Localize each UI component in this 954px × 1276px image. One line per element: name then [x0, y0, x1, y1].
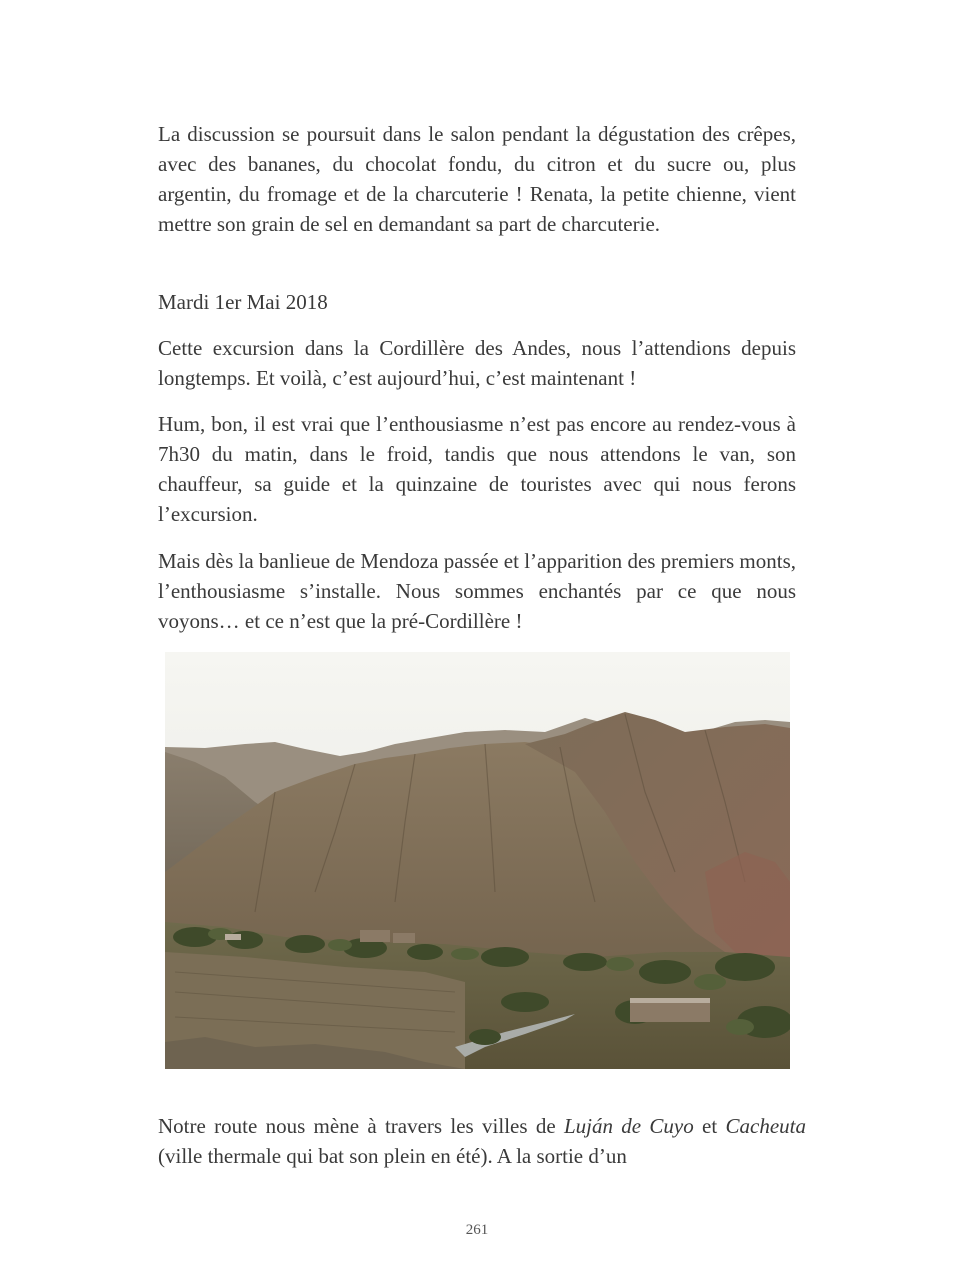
paragraph-route	[158, 1111, 806, 1171]
route-text-end: (ville thermale qui bat son plein en été). A la sortie d’un	[158, 1144, 627, 1168]
paragraph-mendoza: Mais dès la banlieue de Mendoza passée et l’apparition des premiers monts, l’enthousiasme s’installe. Nous sommes enchantés par ce que nous voyons… et ce n’est que la pré-Cordillère !	[158, 549, 796, 633]
paragraph-excursion: Cette excursion dans la Cordillère des Andes, nous l’attendions depuis longtemps. Et voilà, c’est aujourd’hui, c’est maintenant !	[158, 336, 796, 390]
mountain-landscape-photo	[165, 652, 790, 1069]
route-text-start: Notre route nous mène à travers les villes de	[158, 1114, 564, 1138]
page-number: 261	[465, 1222, 489, 1238]
date-heading: Mardi 1er Mai 2018	[158, 290, 328, 314]
paragraph-morning: Hum, bon, il est vrai que l’enthousiasme n’est pas encore au rendez-vous à 7h30 du matin, dans le froid, tandis que nous attendons le van, son chauffeur, sa guide et la quinzaine de touristes avec qui nous ferons l’excursion.	[158, 412, 796, 526]
place-cacheuta: Cacheuta	[725, 1114, 807, 1138]
route-text-and: et	[693, 1114, 726, 1138]
place-lujan-de-cuyo: Luján de Cuyo	[563, 1114, 694, 1138]
paragraph-dinner: La discussion se poursuit dans le salon pendant la dégustation des crêpes, avec des bananes, du chocolat fondu, du citron et du sucre ou, plus argentin, du fromage et de la charcuterie ! Renata, la petite chienne, vient mettre son grain de sel en demandant sa part de charcuterie.	[158, 122, 796, 236]
